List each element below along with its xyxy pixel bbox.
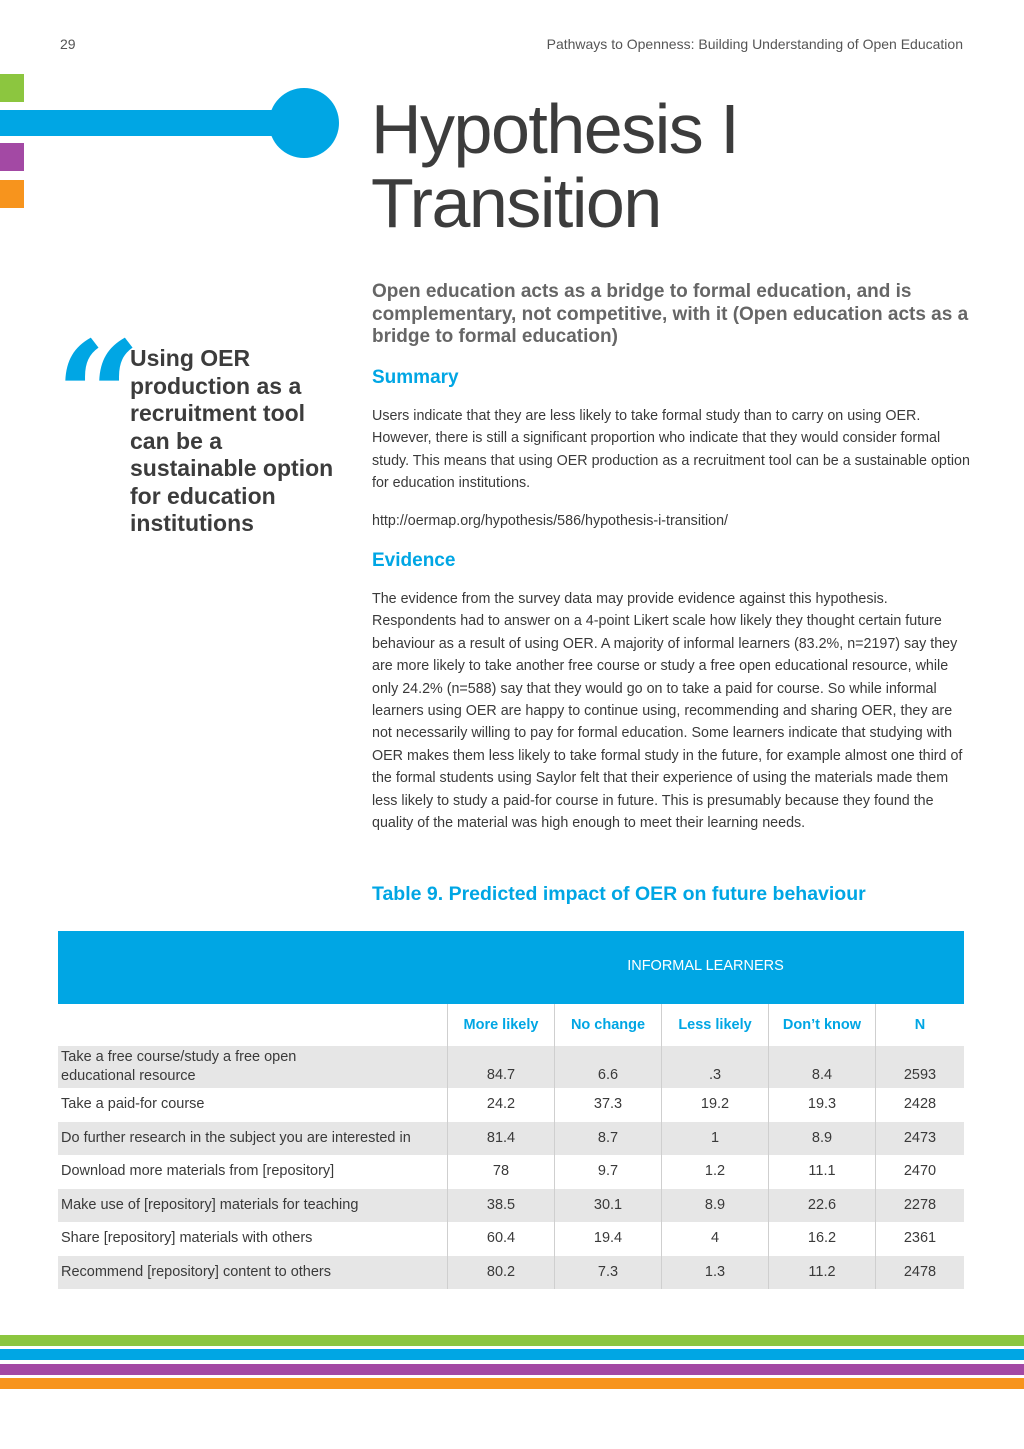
running-header: Pathways to Openness: Building Understanding of Open Education [546, 36, 963, 52]
table-cell: 9.7 [554, 1155, 661, 1189]
table-cell: 81.4 [447, 1122, 554, 1156]
table-cell: 4 [661, 1222, 768, 1256]
evidence-heading: Evidence [372, 550, 456, 571]
row-label: Take a paid-for course [61, 1096, 205, 1112]
column-header: Less likely [661, 1004, 768, 1046]
footer-stripe-orange [0, 1378, 1024, 1389]
table-cell: .3 [661, 1046, 768, 1088]
column-header: N [875, 1004, 964, 1046]
table-cell: 2428 [875, 1088, 964, 1122]
table-cell: 1 [661, 1122, 768, 1156]
purple-side-tab [0, 143, 24, 171]
table-cell: 2278 [875, 1189, 964, 1223]
row-label: Make use of [repository] materials for teaching [61, 1196, 359, 1213]
hypothesis-link[interactable]: http://oermap.org/hypothesis/586/hypothesis-i-transition/ [372, 513, 729, 529]
page-number: 29 [60, 36, 76, 52]
table-cell: 16.2 [768, 1222, 875, 1256]
table-row [58, 1189, 964, 1223]
column-header: Don’t know [768, 1004, 875, 1046]
page-title-line2: Transition [371, 164, 661, 242]
table-cell: 1.3 [661, 1256, 768, 1290]
column-header-row [58, 1004, 964, 1046]
row-label-line: educational resource [61, 1068, 196, 1084]
footer-stripe-green [0, 1335, 1024, 1346]
impact-table [58, 931, 964, 1289]
table-cell: 2361 [875, 1222, 964, 1256]
table-cell: 38.5 [447, 1189, 554, 1223]
table-row [58, 1155, 964, 1189]
table-group-header [58, 931, 964, 1004]
decorative-blue-bar [0, 110, 305, 136]
column-header: More likely [447, 1004, 554, 1046]
row-label-line: Take a free course/study a free open [61, 1049, 297, 1065]
table-cell: 2470 [875, 1155, 964, 1189]
table-row [58, 1222, 964, 1256]
footer-stripe-purple [0, 1364, 1024, 1375]
table-cell: 8.9 [661, 1189, 768, 1223]
table-row [58, 1122, 964, 1156]
table-cell: 11.2 [768, 1256, 875, 1290]
summary-text: Users indicate that they are less likely to take formal study than to carry on using OER. However, there is still a significant proportion who indicate that they would consider formal study. This means that using OER production as a recruitment tool can be a sustainable option for education institutions. [372, 408, 970, 492]
decorative-blue-dot [269, 88, 339, 158]
intro-statement: Open education acts as a bridge to formal education, and is complementary, not competitive, with it (Open education acts as a bridge to formal education) [372, 281, 969, 347]
orange-side-tab [0, 180, 24, 208]
pull-quote: Using OER production as a recruitment tool can be a sustainable option for education institutions [130, 345, 334, 536]
table-cell: 80.2 [447, 1256, 554, 1290]
table-cell: 1.2 [661, 1155, 768, 1189]
quote-mark-icon: “ [55, 309, 142, 485]
table-cell: 84.7 [447, 1046, 554, 1088]
table-cell: 11.1 [768, 1155, 875, 1189]
green-side-tab [0, 74, 24, 102]
row-label: Share [repository] materials with others [61, 1230, 313, 1246]
table-cell: 6.6 [554, 1046, 661, 1088]
table-row [58, 1046, 964, 1088]
table-cell: 2473 [875, 1122, 964, 1156]
group-header-label: INFORMAL LEARNERS [627, 958, 784, 974]
table-cell: 30.1 [554, 1189, 661, 1223]
table-title: Table 9. Predicted impact of OER on future behaviour [372, 883, 866, 905]
row-label: Do further research in the subject you are interested in [61, 1129, 411, 1146]
table-cell: 8.7 [554, 1122, 661, 1156]
summary-heading: Summary [372, 367, 459, 388]
table-cell: 37.3 [554, 1088, 661, 1122]
table-row [58, 1088, 964, 1122]
table-cell: 7.3 [554, 1256, 661, 1290]
row-label: Download more materials from [repository] [61, 1163, 335, 1179]
footer-stripe-blue [0, 1349, 1024, 1360]
table-cell: 2478 [875, 1256, 964, 1290]
table-cell: 8.4 [768, 1046, 875, 1088]
table-cell: 24.2 [447, 1088, 554, 1122]
table-row [58, 1256, 964, 1290]
table-cell: 78 [447, 1155, 554, 1189]
row-label: Recommend [repository] content to others [61, 1263, 331, 1280]
table-cell: 8.9 [768, 1122, 875, 1156]
page-title [371, 92, 738, 240]
table-cell: 19.4 [554, 1222, 661, 1256]
table-cell: 19.3 [768, 1088, 875, 1122]
table-cell: 22.6 [768, 1189, 875, 1223]
table-cell: 2593 [875, 1046, 964, 1088]
row-label [58, 1046, 447, 1088]
table-cell: 19.2 [661, 1088, 768, 1122]
column-header: No change [554, 1004, 661, 1046]
page-title-line1: Hypothesis I [371, 90, 739, 168]
evidence-text: The evidence from the survey data may provide evidence against this hypothesis. Respondents had to answer on a 4-point Likert scale how likely they thought certain future behaviour as a result of using OER. A majority of informal learners (83.2%, n=2197) say they are more likely to take another free course or study a free open educational resource, while only 24.2% (n=588) say that they would go on to take a paid for course. So while informal learners using OER are happy to continue using, recommending and sharing OER, they are not necessarily willing to pay for formal education. Some learners indicate that studying with OER makes them less likely to take formal study in the future, for example almost one third of the formal students using Saylor felt that their experience of using the materials made them less likely to study a paid-for course in future. This is presumably because they found the quality of the material was high enough to meet their learning needs. [372, 591, 963, 832]
table-cell: 60.4 [447, 1222, 554, 1256]
